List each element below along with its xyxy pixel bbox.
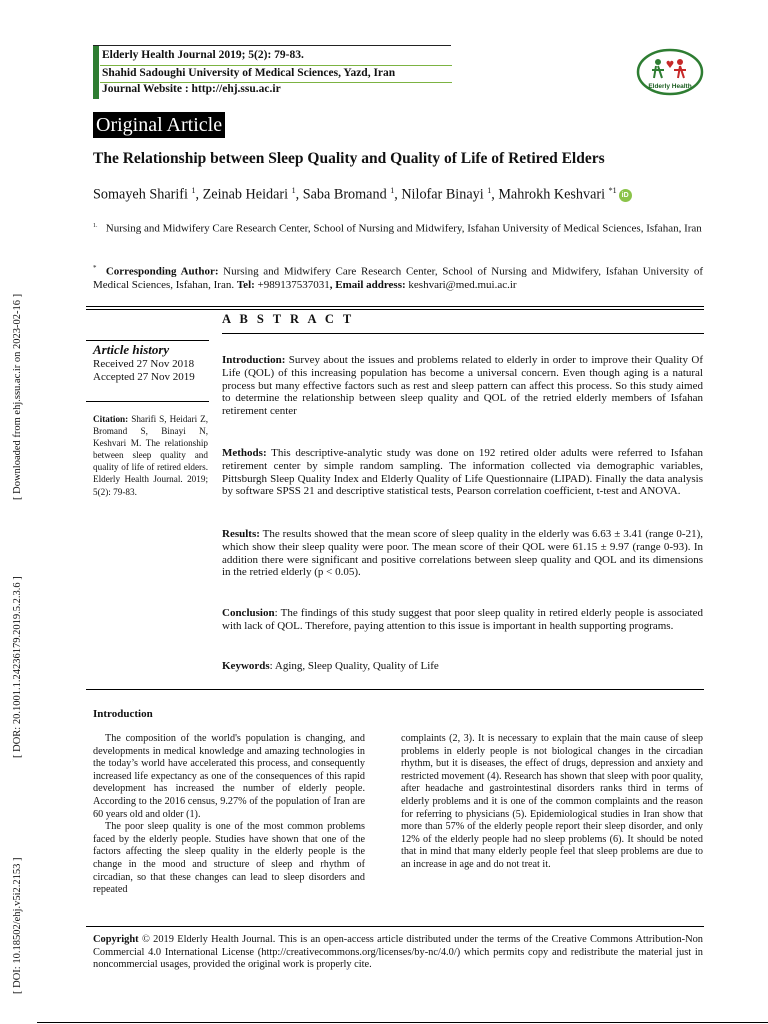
author-affiliation-sup: 1 <box>487 186 492 195</box>
journal-divider <box>100 65 452 66</box>
author-name: Saba Bromand <box>302 186 387 203</box>
body-column-left <box>93 733 365 897</box>
author-affiliation-sup: 1 <box>191 186 196 195</box>
affiliation <box>93 220 703 236</box>
abstract-methods-label: Methods: <box>222 447 267 459</box>
abstract-conclusion-text: : The findings of this study suggest that poor sleep quality in retired elderly people is associated with lack of QOL. Therefore, paying attention to this issue is important in health supporting programs. <box>222 607 703 632</box>
author-affiliation-sup: *1 <box>608 186 617 195</box>
copyright-notice <box>93 934 703 972</box>
author-affiliation-sup: 1 <box>390 186 395 195</box>
download-stamp: [ Downloaded from ehj.ssu.ac.ir on 2023-02-16 ] <box>12 293 23 500</box>
article-title: The Relationship between Sleep Quality and Quality of Life of Retired Elders <box>93 150 605 167</box>
tel-label: Tel: <box>236 279 255 292</box>
abstract-results-label: Results: <box>222 528 260 540</box>
abstract-bottom-rule <box>86 689 704 690</box>
author-name: Zeinab Heidari <box>202 186 289 203</box>
body-paragraph: The composition of the world's population is changing, and developments in medical knowledge and amazing technologies in the today’s world have accelerated this process, and consequently increased life expectancy as one of the consequences of this rapid development has increased the number of elderly people. According to the 2016 census, 9.27% of the population of Iran are 60 years old and older (1). <box>93 733 365 820</box>
author-name: Somayeh Sharifi <box>93 186 188 203</box>
abstract-results-text: The results showed that the mean score of sleep quality in the elderly was 6.63 ± 3.41 (range 0-21), which show their sleep quality were poor. The mean score of their QOL were 61.15 ± 9.97 (range 0-93). In addition there were significant and positive correlations between sleep quality and QOL and its dimensions in the retried elderly (p < 0.05). <box>222 528 703 579</box>
journal-accent-stripe <box>93 46 99 99</box>
elderly-health-logo-icon <box>636 48 704 98</box>
journal-publisher: Shahid Sadoughi University of Medical Sciences, Yazd, Iran <box>102 67 396 79</box>
abstract-heading-rule <box>222 333 704 334</box>
introduction-heading: Introduction <box>93 708 153 720</box>
author-affiliation-sup: 1 <box>291 186 296 195</box>
abstract-conclusion <box>222 607 703 633</box>
received-date: Received 27 Nov 2018 <box>93 358 195 370</box>
citation-rule <box>86 401 209 402</box>
abstract-top-rule <box>86 306 704 307</box>
abstract-keywords <box>222 660 703 673</box>
affiliation-text: Nursing and Midwifery Care Research Center, School of Nursing and Midwifery, Isfahan University of Medical Sciences, Isfahan, Iran <box>105 222 702 235</box>
orcid-icon[interactable]: iD <box>619 189 632 202</box>
journal-website[interactable]: Journal Website : http://ehj.ssu.ac.ir <box>102 83 281 95</box>
abstract-keywords-text: : Aging, Sleep Quality, Quality of Life <box>269 660 439 672</box>
abstract-introduction <box>222 354 703 418</box>
author-list: Somayeh Sharifi $^1$, Zeinab Heidari $^1$, Saba Bromand $^1$, Nilofar Binayi $^1$, Mahrokh Keshvari $^{*1}$iD <box>93 186 632 204</box>
abstract-methods <box>222 447 703 498</box>
svg-text:Elderly Health: Elderly Health <box>648 83 692 90</box>
abstract-intro-label: Introduction: <box>222 354 286 366</box>
abstract-heading: A B S T R A C T <box>222 312 355 326</box>
page-bottom-rule <box>37 1022 768 1023</box>
body-paragraph: The poor sleep quality is one of the most common problems faced by the elderly people. Studies have shown that one of the factors affecting the sleep quality in the elderly people is the change in the mood and structure of sleep and rhythm of circadian, so that these changes can lead to sleep disorders and repeated <box>93 821 365 896</box>
article-type-badge: Original Article <box>93 112 225 138</box>
author-name: Nilofar Binayi <box>401 186 484 203</box>
copyright-rule <box>86 926 704 927</box>
copyright-label: Copyright <box>93 934 139 945</box>
email-address[interactable]: keshvari@med.mui.ac.ir <box>408 279 517 292</box>
citation-block <box>93 413 208 498</box>
corresponding-mark: * <box>93 264 97 272</box>
article-history-heading: Article history <box>93 342 170 357</box>
journal-citation: Elderly Health Journal 2019; 5(2): 79-83. <box>102 49 304 61</box>
abstract-top-rule <box>86 309 704 310</box>
corresponding-label: Corresponding Author: <box>105 265 219 278</box>
body-column-right <box>401 733 703 872</box>
accepted-date: Accepted 27 Nov 2019 <box>93 371 195 383</box>
journal-info-box <box>93 45 451 98</box>
journal-logo <box>636 48 704 98</box>
doi-stamp: [ DOI: 10.18502/ehj.v5i2.2153 ] <box>12 857 23 994</box>
abstract-methods-text: This descriptive-analytic study was done on 192 retired older adults were referred to Isfahan retirement center by simple random sampling. The information collected via demographic variables, Pittsburgh Sleep Quality Index and Elderly Quality of Life Questionnaire (LIPAD). Finally the data analysis by software SPSS 21 and descriptive statistical tests, Pearson correlation coefficient, t-test and ANOVA. <box>222 447 703 498</box>
abstract-conclusion-label: Conclusion <box>222 607 275 619</box>
history-rule <box>86 340 209 341</box>
tel-number: +989137537031 <box>257 279 330 292</box>
abstract-intro-text: Survey about the issues and problems related to elderly in order to improve their Quality Of Life (QOL) of this increasing population has become a universal concern. Even though aging is a natural process but many effective factors such as rest and sleep pattern can affect this process. So this study aimed to determine the relationship between sleep quality and QOL of the retried elderly members of Isfahan retirement center <box>222 354 703 418</box>
abstract-results <box>222 528 703 579</box>
corresponding-address: Nursing and Midwifery Care Research Center, School of Nursing and Midwifery, Isfahan University of Medical Sciences, Isfahan, Iran. <box>93 265 704 292</box>
abstract-keywords-label: Keywords <box>222 660 270 672</box>
dor-stamp: [ DOR: 20.1001.1.24236179.2019.5.2.3.6 ] <box>12 576 23 758</box>
body-paragraph: complaints (2, 3). It is necessary to explain that the main cause of sleep problems in elderly people is not biological changes in the circadian rhythm, but it is diseases, the effect of drugs, depression and anxiety and restricted movement (4). Research has shown that sleep with poor quality, after headache and gastrointestinal disorders ranks third in terms of elderly problems and it is one of the common complaints and the reason for referring to physicians (5). Epidemiological studies in Iran show that more than 57% of the elderly people report their sleep disorder, and only 12% of the elderly people had no sleep problems (6). It should be noted that in mind that many elderly people feel that sleep problems are due to an increase in age and do not treat it. <box>401 733 703 870</box>
corresponding-author <box>93 262 703 293</box>
author-name: Mahrokh Keshvari <box>498 186 606 203</box>
download-sidebar <box>0 278 24 998</box>
email-label: , Email address: <box>329 279 406 292</box>
citation-text: Sharifi S, Heidari Z, Bromand S, Binayi N, Keshvari M. The relationship between sleep quality and quality of life of retired elders. Elderly Health Journal. 2019; 5(2): 79-83. <box>93 414 209 497</box>
affiliation-number: 1. <box>93 223 98 229</box>
citation-label: Citation: <box>93 414 129 424</box>
copyright-text: © 2019 Elderly Health Journal. This is an open-access article distributed under the terms of the Creative Commons Attribution-Non Commercial 4.0 International License (http://creativecommons.org/licenses/by-nc/4.0/) which permits copy and redistribute the material just in noncommercial usages, provided the original work is properly cite. <box>93 934 703 971</box>
